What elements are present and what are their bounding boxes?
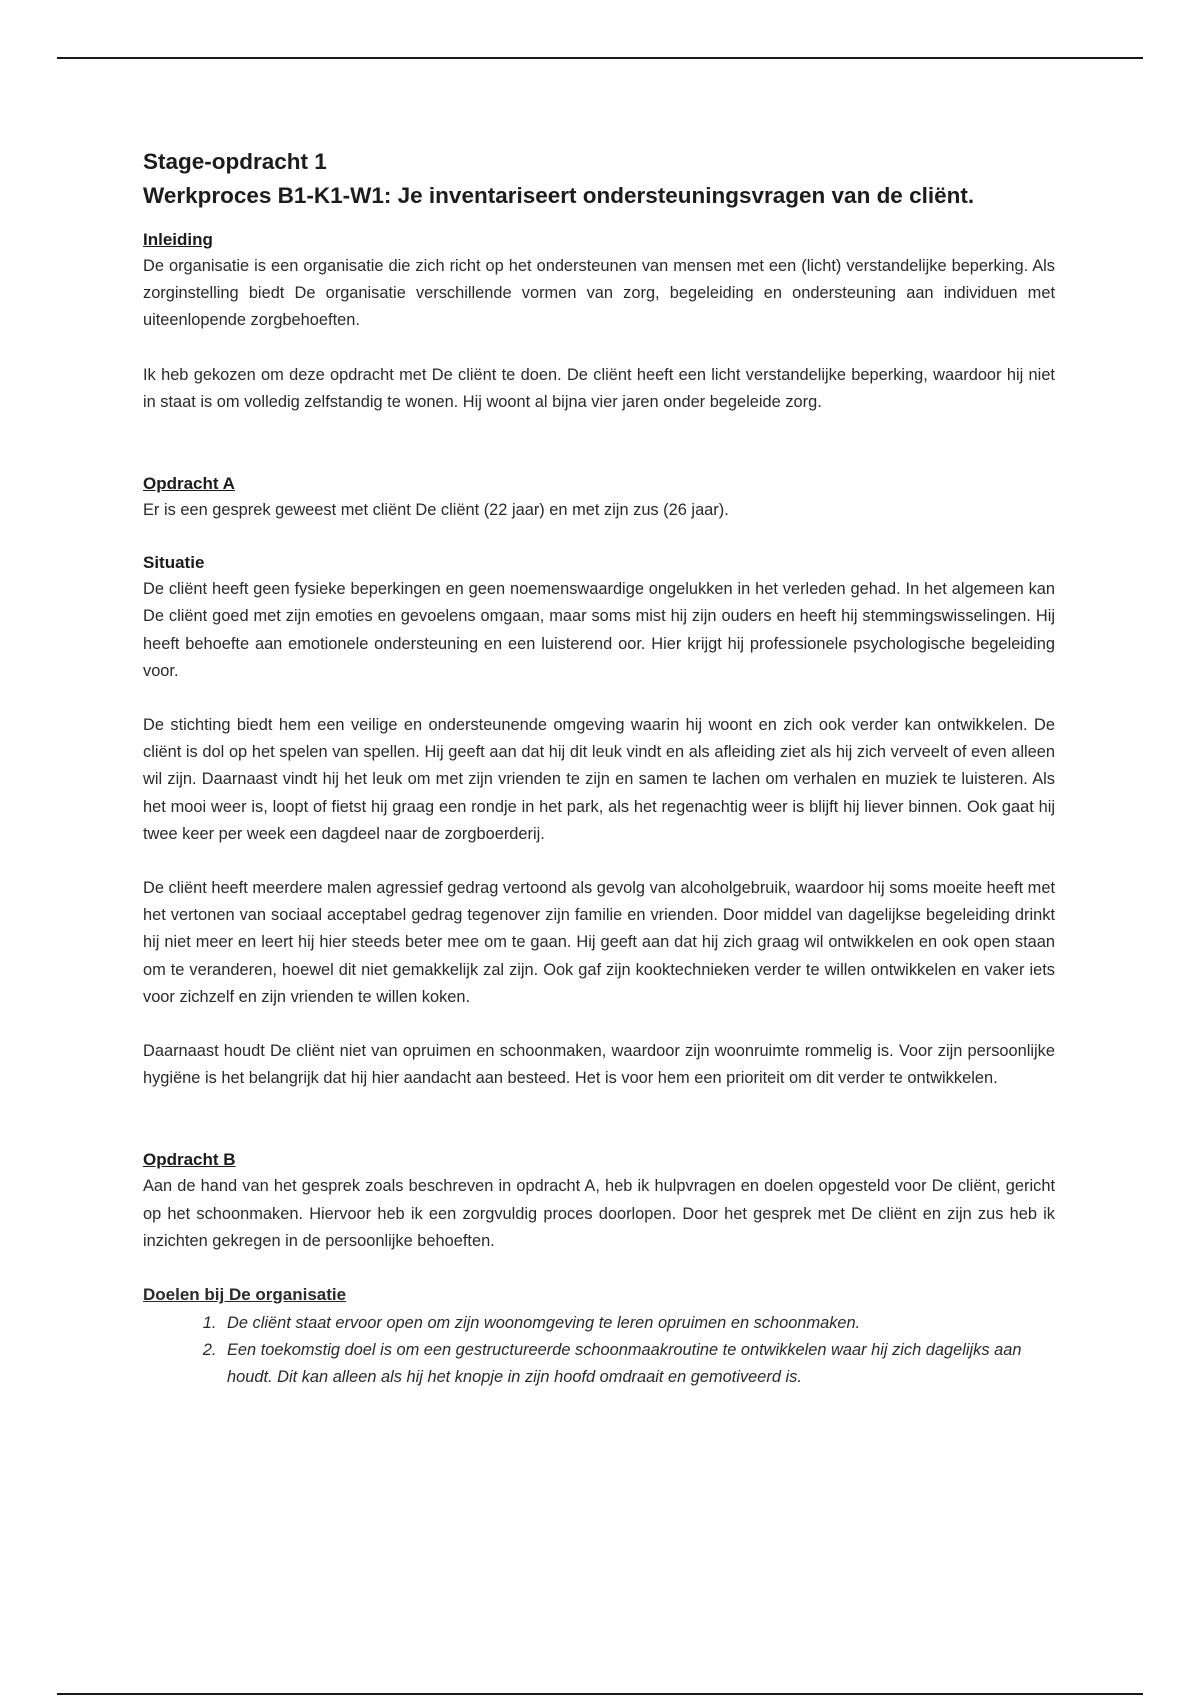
goals-list <box>143 1310 1055 1392</box>
list-item: 2. Een toekomstig doel is om een gestructureerde schoonmaakroutine te ontwikkelen waar hij zich dagelijks aan houdt. Dit kan alleen als hij het knopje in zijn hoofd omdraait en gemotiveerd is. <box>221 1337 1055 1391</box>
document-body <box>143 145 1055 1392</box>
header-rule <box>57 57 1143 59</box>
section-opdracht-b <box>143 1147 1055 1391</box>
paragraph: Er is een gesprek geweest met cliënt De cliënt (22 jaar) en met zijn zus (26 jaar). <box>143 501 729 520</box>
paragraph: De organisatie is een organisatie die zich richt op het ondersteunen van mensen met een (licht) verstandelijke beperking. Als zorginstelling biedt De organisatie verschillende vormen van zorg, begeleiding en ondersteuning aan individuen met uiteenlopende zorgbehoeften. <box>143 257 1055 330</box>
paragraph: Aan de hand van het gesprek zoals beschreven in opdracht A, heb ik hulpvragen en doelen opgesteld voor De cliënt, gericht op het schoonmaken. Hiervoor heb ik een zorgvuldig proces doorlopen. Door het gesprek met De cliënt en zijn zus heb ik inzichten gekregen in de persoonlijke behoeften. <box>143 1177 1055 1250</box>
paragraph: De cliënt heeft geen fysieke beperkingen en geen noemenswaardige ongelukken in het verleden gehad. In het algemeen kan De cliënt goed met zijn emoties en gevoelens omgaan, maar soms mist hij zijn ouders en heeft hij stemmingswisselingen. Hij heeft behoefte aan emotionele ondersteuning en een luisterend oor. Hier krijgt hij professionele psychologische begeleiding voor. <box>143 580 1055 680</box>
paragraph: Ik heb gekozen om deze opdracht met De cliënt te doen. De cliënt heeft een licht verstandelijke beperking, waardoor hij niet in staat is om volledig zelfstandig te wonen. Hij woont al bijna vier jaren onder begeleide zorg. <box>143 365 1055 411</box>
paragraph: De stichting biedt hem een veilige en ondersteunende omgeving waarin hij woont en zich ook verder kan ontwikkelen. De cliënt is dol op het spelen van spellen. Hij geeft aan dat hij dit leuk vindt en als afleiding ziet als hij zich verveelt of even alleen wil zijn. Daarnaast vindt hij het leuk om met zijn vrienden te zijn en samen te lachen om verhalen en muziek te luisteren. Als het mooi weer is, loopt of fietst hij graag een rondje in het park, als het regenachtig weer is blijft hij liever binnen. Ook gaat hij twee keer per week een dagdeel naar de zorgboerderij. <box>143 716 1055 843</box>
section-opdracht-a <box>143 471 1055 524</box>
paragraph: De cliënt heeft meerdere malen agressief gedrag vertoond als gevolg van alcoholgebruik, waardoor hij soms moeite heeft met het vertonen van sociaal acceptabel gedrag tegenover zijn familie en vrienden. Door middel van dagelijkse begeleiding drinkt hij niet meer en leert hij hier steeds beter mee om te gaan. Hij geeft aan dat hij zich graag wil ontwikkelen en ook open staan om te veranderen, hoewel dit niet gemakkelijk zal zijn. Ook gaf zijn kooktechnieken verder te willen ontwikkelen en vaker iets voor zichzelf en zijn vrienden te willen koken. <box>143 879 1056 1006</box>
goals-heading: Doelen bij De organisatie <box>143 1285 347 1305</box>
list-item: 1. De cliënt staat ervoor open om zijn woonomgeving te leren opruimen en schoonmaken. <box>221 1310 1055 1337</box>
footer-rule <box>57 1693 1143 1695</box>
document-subtitle: Werkproces B1-K1-W1: Je inventariseert ondersteuningsvragen van de cliënt. <box>143 183 975 208</box>
paragraph: Daarnaast houdt De cliënt niet van opruimen en schoonmaken, waardoor zijn woonruimte rommelig is. Voor zijn persoonlijke hygiëne is het belangrijk dat hij hier aandacht aan besteed. Het is voor hem een prioriteit om dit verder te ontwikkelen. <box>143 1042 1055 1088</box>
document-title: Stage-opdracht 1 <box>143 149 327 174</box>
section-heading-situatie: Situatie <box>143 553 205 573</box>
section-inleiding <box>143 227 1055 416</box>
section-heading-opdracht-b: Opdracht B <box>143 1150 236 1170</box>
section-heading-inleiding: Inleiding <box>143 230 213 249</box>
section-situatie <box>143 550 1055 1092</box>
section-heading-opdracht-a: Opdracht A <box>143 474 235 494</box>
